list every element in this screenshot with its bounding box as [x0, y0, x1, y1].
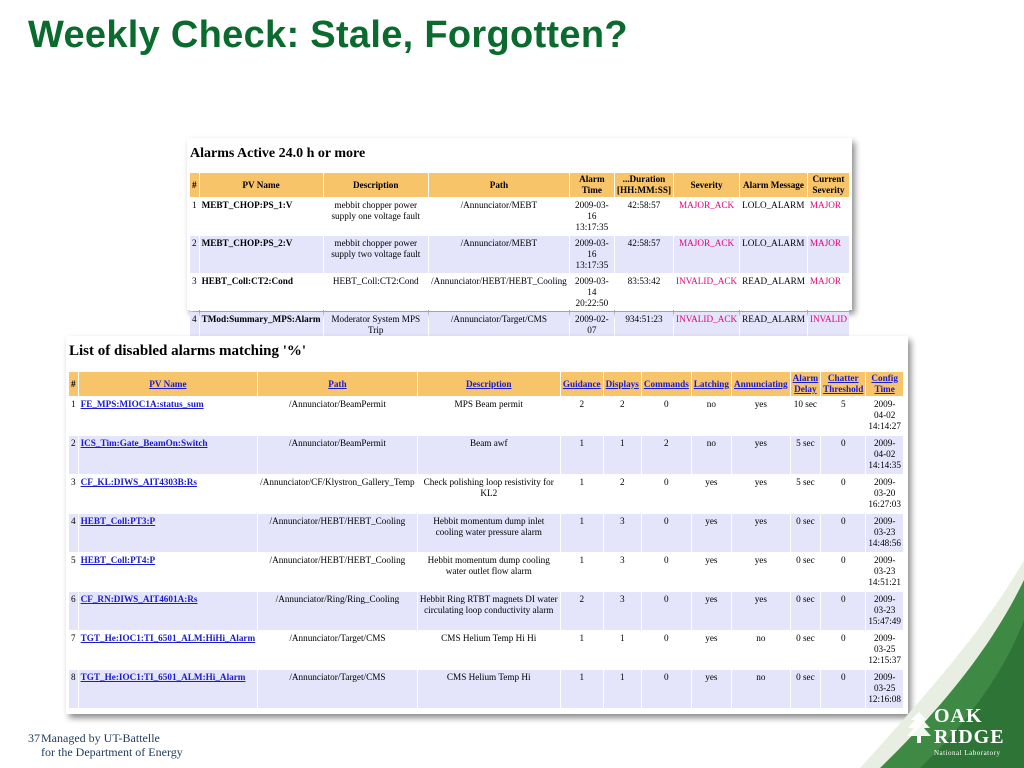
description-cell: Hebbit momentum dump cooling water outlet flow alarm	[418, 553, 560, 591]
severity-cell: INVALID_ACK	[674, 312, 739, 349]
path-cell: /Annunciator/Target/CMS	[258, 670, 417, 708]
path-cell: /Annunciator/HEBT/HEBT_Cooling	[258, 514, 417, 552]
alarm-delay-cell: 10 sec	[791, 397, 821, 435]
alarm-delay-cell: 0 sec	[791, 553, 821, 591]
row-number: 2	[69, 436, 78, 474]
commands-cell: 0	[642, 631, 691, 669]
table-row	[69, 436, 903, 474]
header-latching-link[interactable]: Latching	[692, 372, 731, 396]
path-cell: /Annunciator/BeamPermit	[258, 397, 417, 435]
current-severity-cell: MAJOR	[808, 198, 849, 235]
path-cell: /Annunciator/CF/Klystron_Gallery_Temp	[258, 475, 417, 513]
row-number: 7	[69, 631, 78, 669]
header-description[interactable]: Description	[324, 173, 429, 197]
pv-name-cell	[79, 631, 258, 669]
chatter-threshold-cell: 0	[821, 553, 865, 591]
header-num: #	[69, 372, 78, 396]
alarm-time-cell: 2009-02-07	[570, 312, 614, 349]
table-row[interactable]	[190, 198, 849, 235]
header-annunciating-link[interactable]: Annunciating	[732, 372, 790, 396]
annunciating-cell: yes	[732, 397, 790, 435]
active-alarms-panel	[187, 138, 852, 335]
chatter-threshold-cell: 0	[821, 670, 865, 708]
duration-cell: 42:58:57	[615, 198, 673, 235]
current-severity-cell: MAJOR	[808, 236, 849, 273]
guidance-cell: 1	[561, 475, 603, 513]
guidance-cell: 1	[561, 436, 603, 474]
guidance-cell: 1	[561, 670, 603, 708]
active-alarms-table	[189, 172, 850, 350]
path-cell: /Annunciator/BeamPermit	[258, 436, 417, 474]
guidance-cell: 2	[561, 397, 603, 435]
active-alarms-header-row	[190, 173, 849, 197]
path-cell: /Annunciator/Ring/Ring_Cooling	[258, 592, 417, 630]
active-alarms-title: Alarms Active 24.0 h or more	[190, 146, 366, 161]
chatter-threshold-cell: 0	[821, 514, 865, 552]
annunciating-cell: yes	[732, 553, 790, 591]
row-number: 4	[69, 514, 78, 552]
pv-name-link[interactable]: CF_KL:DIWS_AIT4303B:Rs	[80, 477, 197, 487]
logo-lab-text: National Laboratory	[934, 749, 1001, 757]
config-time-cell: 2009-04-02 14:14:35	[866, 436, 903, 474]
pv-name-cell	[79, 397, 258, 435]
description-cell: CMS Helium Temp Hi Hi	[418, 631, 560, 669]
alarm-delay-cell: 0 sec	[791, 592, 821, 630]
header-guidance-link[interactable]: Guidance	[561, 372, 603, 396]
alarm-delay-cell: 0 sec	[791, 514, 821, 552]
guidance-cell: 1	[561, 631, 603, 669]
path-cell: /Annunciator/HEBT/HEBT_Cooling	[429, 274, 569, 311]
chatter-threshold-cell: 0	[821, 592, 865, 630]
annunciating-cell: no	[732, 670, 790, 708]
footer-line-1: Managed by UT-Battelle	[41, 731, 160, 745]
description-cell: mebbit chopper power supply one voltage fault	[324, 198, 429, 235]
header-severity[interactable]: Severity	[674, 173, 739, 197]
header-pv-name[interactable]: PV Name	[200, 173, 323, 197]
description-cell: mebbit chopper power supply two voltage fault	[324, 236, 429, 273]
pv-name-cell: HEBT_Coll:CT2:Cond	[200, 274, 323, 311]
chatter-threshold-cell: 5	[821, 397, 865, 435]
config-time-cell: 2009-03-23 14:48:56	[866, 514, 903, 552]
pv-name-link[interactable]: CF_RN:DIWS_AIT4601A:Rs	[80, 594, 198, 604]
commands-cell: 0	[642, 553, 691, 591]
alarm-delay-cell: 0 sec	[791, 631, 821, 669]
row-number: 4	[190, 312, 199, 349]
severity-cell: MAJOR_ACK	[674, 236, 739, 273]
row-number: 3	[190, 274, 199, 311]
commands-cell: 0	[642, 592, 691, 630]
chatter-threshold-cell: 0	[821, 436, 865, 474]
displays-cell: 3	[604, 514, 641, 552]
config-time-cell: 2009-03-25 12:16:08	[866, 670, 903, 708]
logo-oak-text: OAK	[934, 705, 983, 727]
latching-cell: no	[692, 436, 731, 474]
header-duration[interactable]: ...Duration [HH:MM:SS]	[616, 174, 672, 195]
disabled-alarms-title: List of disabled alarms matching '%'	[69, 343, 307, 359]
latching-cell: no	[692, 397, 731, 435]
disabled-alarms-header-row	[69, 372, 903, 396]
latching-cell: yes	[692, 553, 731, 591]
alarm-message-cell: LOLO_ALARM	[740, 236, 807, 273]
path-cell: /Annunciator/Target/CMS	[258, 631, 417, 669]
table-row[interactable]	[190, 236, 849, 273]
displays-cell: 2	[604, 475, 641, 513]
config-time-cell: 2009-03-25 12:15:37	[866, 631, 903, 669]
description-cell: MPS Beam permit	[418, 397, 560, 435]
table-row	[69, 592, 903, 630]
alarm-time-cell: 2009-03-16 13:17:35	[570, 236, 614, 273]
ornl-logo	[934, 706, 1005, 757]
pv-name-cell	[79, 436, 258, 474]
path-cell: /Annunciator/HEBT/HEBT_Cooling	[258, 553, 417, 591]
alarm-time-cell: 2009-03-16 13:17:35	[570, 198, 614, 235]
displays-cell: 1	[604, 436, 641, 474]
description-cell: Hebbit Ring RTBT magnets DI water circulating loop conductivity alarm	[418, 592, 560, 630]
description-cell: Hebbit momentum dump inlet cooling water pressure alarm	[418, 514, 560, 552]
duration-cell: 42:58:57	[615, 236, 673, 273]
alarm-delay-cell: 5 sec	[791, 475, 821, 513]
header-path[interactable]: Path	[429, 173, 569, 197]
annunciating-cell: yes	[732, 436, 790, 474]
config-time-cell: 2009-03-23 14:51:21	[866, 553, 903, 591]
displays-cell: 3	[604, 553, 641, 591]
header-commands-link[interactable]: Commands	[642, 372, 691, 396]
duration-cell: 83:53:42	[615, 274, 673, 311]
logo-ridge-text: RIDGE	[934, 726, 1005, 748]
commands-cell: 0	[642, 397, 691, 435]
header-displays-link[interactable]: Displays	[604, 372, 641, 396]
path-cell: /Annunciator/MEBT	[429, 236, 569, 273]
config-time-cell: 2009-04-02 14:14:27	[866, 397, 903, 435]
chatter-threshold-cell: 0	[821, 475, 865, 513]
pv-name-cell	[79, 514, 258, 552]
path-cell: /Annunciator/Target/CMS	[429, 312, 569, 349]
slide-footer	[28, 731, 183, 759]
duration-cell: 934:51:23	[615, 312, 673, 349]
latching-cell: yes	[692, 631, 731, 669]
header-alarm-message[interactable]: Alarm Message	[740, 173, 807, 197]
description-cell: CMS Helium Temp Hi	[418, 670, 560, 708]
row-number: 1	[69, 397, 78, 435]
row-number: 1	[190, 198, 199, 235]
config-time-cell: 2009-03-23 15:47:49	[866, 592, 903, 630]
pv-name-link[interactable]: TGT_He:IOC1:TI_6501_ALM:HiHi_Alarm	[80, 633, 256, 643]
config-time-cell: 2009-03-20 16:27:03	[866, 475, 903, 513]
disabled-alarms-panel	[66, 336, 908, 714]
latching-cell: yes	[692, 592, 731, 630]
footer-line-2: for the Department of Energy	[41, 745, 183, 759]
row-number: 3	[69, 475, 78, 513]
severity-cell: MAJOR_ACK	[674, 198, 739, 235]
header-chatter-threshold-link[interactable]: Chatter Threshold	[823, 373, 864, 394]
annunciating-cell: yes	[732, 514, 790, 552]
pv-name-link[interactable]: HEBT_Coll:PT3:P	[80, 516, 156, 526]
pv-name-link[interactable]: ICS_Tim:Gate_BeamOn:Switch	[80, 438, 208, 448]
path-cell: /Annunciator/MEBT	[429, 198, 569, 235]
table-row	[69, 397, 903, 435]
pv-name-link[interactable]: HEBT_Coll:PT4:P	[80, 555, 156, 565]
header-config-time-link[interactable]: Config Time	[866, 372, 903, 396]
annunciating-cell: no	[732, 631, 790, 669]
header-description-link[interactable]: Description	[418, 372, 560, 396]
annunciating-cell: yes	[732, 592, 790, 630]
guidance-cell: 1	[561, 553, 603, 591]
latching-cell: yes	[692, 670, 731, 708]
page-number: 37	[28, 731, 40, 745]
current-severity-cell: INVALID	[808, 312, 849, 349]
description-cell: Check polishing loop resistivity for KL2	[418, 475, 560, 513]
pv-name-cell: MEBT_CHOP:PS_2:V	[200, 236, 323, 273]
annunciating-cell: yes	[732, 475, 790, 513]
pv-name-cell: MEBT_CHOP:PS_1:V	[200, 198, 323, 235]
header-alarm-time[interactable]: Alarm Time	[570, 173, 614, 197]
table-row	[69, 670, 903, 708]
description-cell: Beam awf	[418, 436, 560, 474]
guidance-cell: 2	[561, 592, 603, 630]
alarm-message-cell: READ_ALARM	[740, 312, 807, 349]
row-number: 8	[69, 670, 78, 708]
guidance-cell: 1	[561, 514, 603, 552]
displays-cell: 1	[604, 670, 641, 708]
row-number: 6	[69, 592, 78, 630]
table-row[interactable]	[190, 274, 849, 311]
commands-cell: 2	[642, 436, 691, 474]
table-row	[69, 631, 903, 669]
pv-name-cell	[79, 553, 258, 591]
pv-name-cell	[79, 670, 258, 708]
tree-logo-icon	[905, 710, 933, 749]
severity-cell: INVALID_ACK	[674, 274, 739, 311]
commands-cell: 0	[642, 514, 691, 552]
slide-title: Weekly Check: Stale, Forgotten?	[28, 14, 628, 56]
alarm-message-cell: READ_ALARM	[740, 274, 807, 311]
displays-cell: 2	[604, 397, 641, 435]
pv-name-link[interactable]: TGT_He:IOC1:TI_6501_ALM:Hi_Alarm	[80, 672, 246, 682]
displays-cell: 1	[604, 631, 641, 669]
pv-name-cell	[79, 592, 258, 630]
commands-cell: 0	[642, 475, 691, 513]
pv-name-cell: TMod:Summary_MPS:Alarm	[200, 312, 323, 349]
displays-cell: 3	[604, 592, 641, 630]
commands-cell: 0	[642, 670, 691, 708]
alarm-delay-cell: 5 sec	[791, 436, 821, 474]
latching-cell: yes	[692, 514, 731, 552]
description-cell: HEBT_Coll:CT2:Cond	[324, 274, 429, 311]
header-num: #	[190, 173, 199, 197]
chatter-threshold-cell: 0	[821, 631, 865, 669]
pv-name-link[interactable]: FE_MPS:MIOC1A:status_sum	[80, 399, 204, 409]
alarm-delay-cell: 0 sec	[791, 670, 821, 708]
header-pv-name-link[interactable]: PV Name	[79, 372, 258, 396]
current-severity-cell: MAJOR	[808, 274, 849, 311]
alarm-message-cell: LOLO_ALARM	[740, 198, 807, 235]
header-current-severity[interactable]: Current Severity	[808, 173, 849, 197]
header-path-link[interactable]: Path	[258, 372, 417, 396]
disabled-alarms-table	[68, 371, 904, 709]
row-number: 5	[69, 553, 78, 591]
row-number: 2	[190, 236, 199, 273]
description-cell: Moderator System MPS Trip	[324, 312, 429, 349]
table-row	[69, 514, 903, 552]
table-row	[69, 553, 903, 591]
table-row	[69, 475, 903, 513]
header-alarm-delay-link[interactable]: Alarm Delay	[792, 373, 819, 394]
pv-name-cell	[79, 475, 258, 513]
latching-cell: yes	[692, 475, 731, 513]
alarm-time-cell: 2009-03-14 20:22:50	[570, 274, 614, 311]
